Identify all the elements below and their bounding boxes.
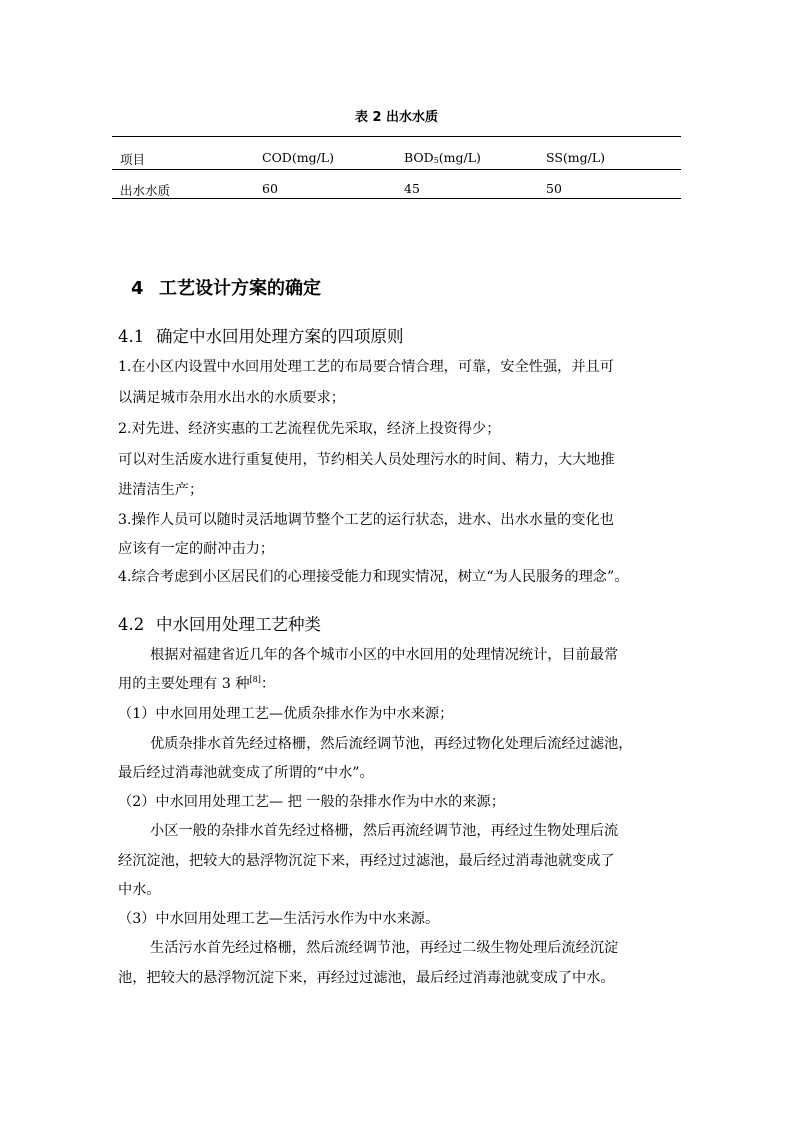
paragraph-line: 生活污水首先经过格栅，然后流经调节池，再经过二级生物处理后流经沉淀 xyxy=(150,940,619,956)
cell-ss: 50 xyxy=(546,181,562,196)
table-top-rule xyxy=(112,136,681,137)
paragraph-line xyxy=(118,673,688,693)
header-ss: SS(mg/L) xyxy=(546,150,606,165)
paragraph-line: 根据对福建省近几年的各个城市小区的中水回用的处理情况统计，目前最常 xyxy=(150,647,619,663)
paragraph-line: 中水。 xyxy=(118,882,161,898)
table-caption: 表 2 出水水质 xyxy=(354,110,439,125)
paragraph-line: 最后经过消毒池就变成了所谓的“中水”。 xyxy=(118,765,374,781)
paragraph-line: 1.在小区内设置中水回用处理工艺的布局要合情合理，可靠，安全性强，并且可 xyxy=(118,359,614,375)
paragraph-line: （2）中水回用处理工艺— 把 一般的杂排水作为中水的来源； xyxy=(118,794,505,810)
paragraph-line: 池，把较大的悬浮物沉淀下来，再经过过滤池，最后经过消毒池就变成了中水。 xyxy=(118,970,615,986)
paragraph-line: 以满足城市杂用水出水的水质要求； xyxy=(118,390,346,406)
subsection-title: 确定中水回用处理方案的四项原则 xyxy=(156,327,404,346)
citation-ref: [8] xyxy=(249,675,261,684)
cell-cod: 60 xyxy=(262,181,278,196)
paragraph-line: 进清洁生产； xyxy=(118,482,204,498)
line-text: ： xyxy=(260,676,276,692)
section-heading xyxy=(131,274,321,300)
header-item: 项目 xyxy=(120,152,146,167)
paragraph-line: 可以对生活废水进行重复使用，节约相关人员处理污水的时间、精力，大大地推 xyxy=(118,452,615,468)
table-header-row xyxy=(112,150,681,170)
cell-label: 出水水质 xyxy=(120,183,171,198)
paragraph-line: 2.对先进、经济实惠的工艺流程优先采取，经济上投资得少； xyxy=(118,421,501,437)
paragraph-line: 优质杂排水首先经过格栅，然后流经调节池，再经过物化处理后流经过滤池， xyxy=(150,736,633,752)
header-cod: COD(mg/L) xyxy=(262,150,334,165)
section-title: 工艺设计方案的确定 xyxy=(159,278,321,299)
subsection-title: 中水回用处理工艺种类 xyxy=(156,615,321,634)
paragraph-line: 小区一般的杂排水首先经过格栅，然后再流经调节池，再经过生物处理后流 xyxy=(150,823,619,839)
table-mid-rule xyxy=(112,169,681,170)
subsection-number: 4.2 xyxy=(118,615,145,634)
subsection-heading-4-1 xyxy=(118,323,404,347)
paragraph-line: 经沉淀池，把较大的悬浮物沉淀下来，再经过过滤池，最后经过消毒池就变成了 xyxy=(118,853,615,869)
bod-subscript: 5 xyxy=(433,156,439,165)
paragraph-line: 3.操作人员可以随时灵活地调节整个工艺的运行状态，进水、出水水量的变化也 xyxy=(118,512,614,528)
line-text: 用的主要处理有 3 种 xyxy=(118,676,250,692)
paragraph-line: （1）中水回用处理工艺—优质杂排水作为中水来源； xyxy=(118,706,454,722)
table-bottom-rule xyxy=(112,198,681,199)
paragraph-line: （3）中水回用处理工艺—生活污水作为中水来源。 xyxy=(118,911,440,927)
cell-bod: 45 xyxy=(404,181,420,196)
subsection-heading-4-2 xyxy=(118,611,321,635)
header-bod: $BOD_5(mg/L)$ xyxy=(404,150,481,165)
paragraph-line: 4.综合考虑到小区居民们的心理接受能力和现实情况，树立“为人民服务的理念”。 xyxy=(118,569,629,585)
subsection-number: 4.1 xyxy=(118,327,145,346)
section-number: 4 xyxy=(131,278,144,299)
paragraph-line: 应该有一定的耐冲击力； xyxy=(118,541,275,557)
